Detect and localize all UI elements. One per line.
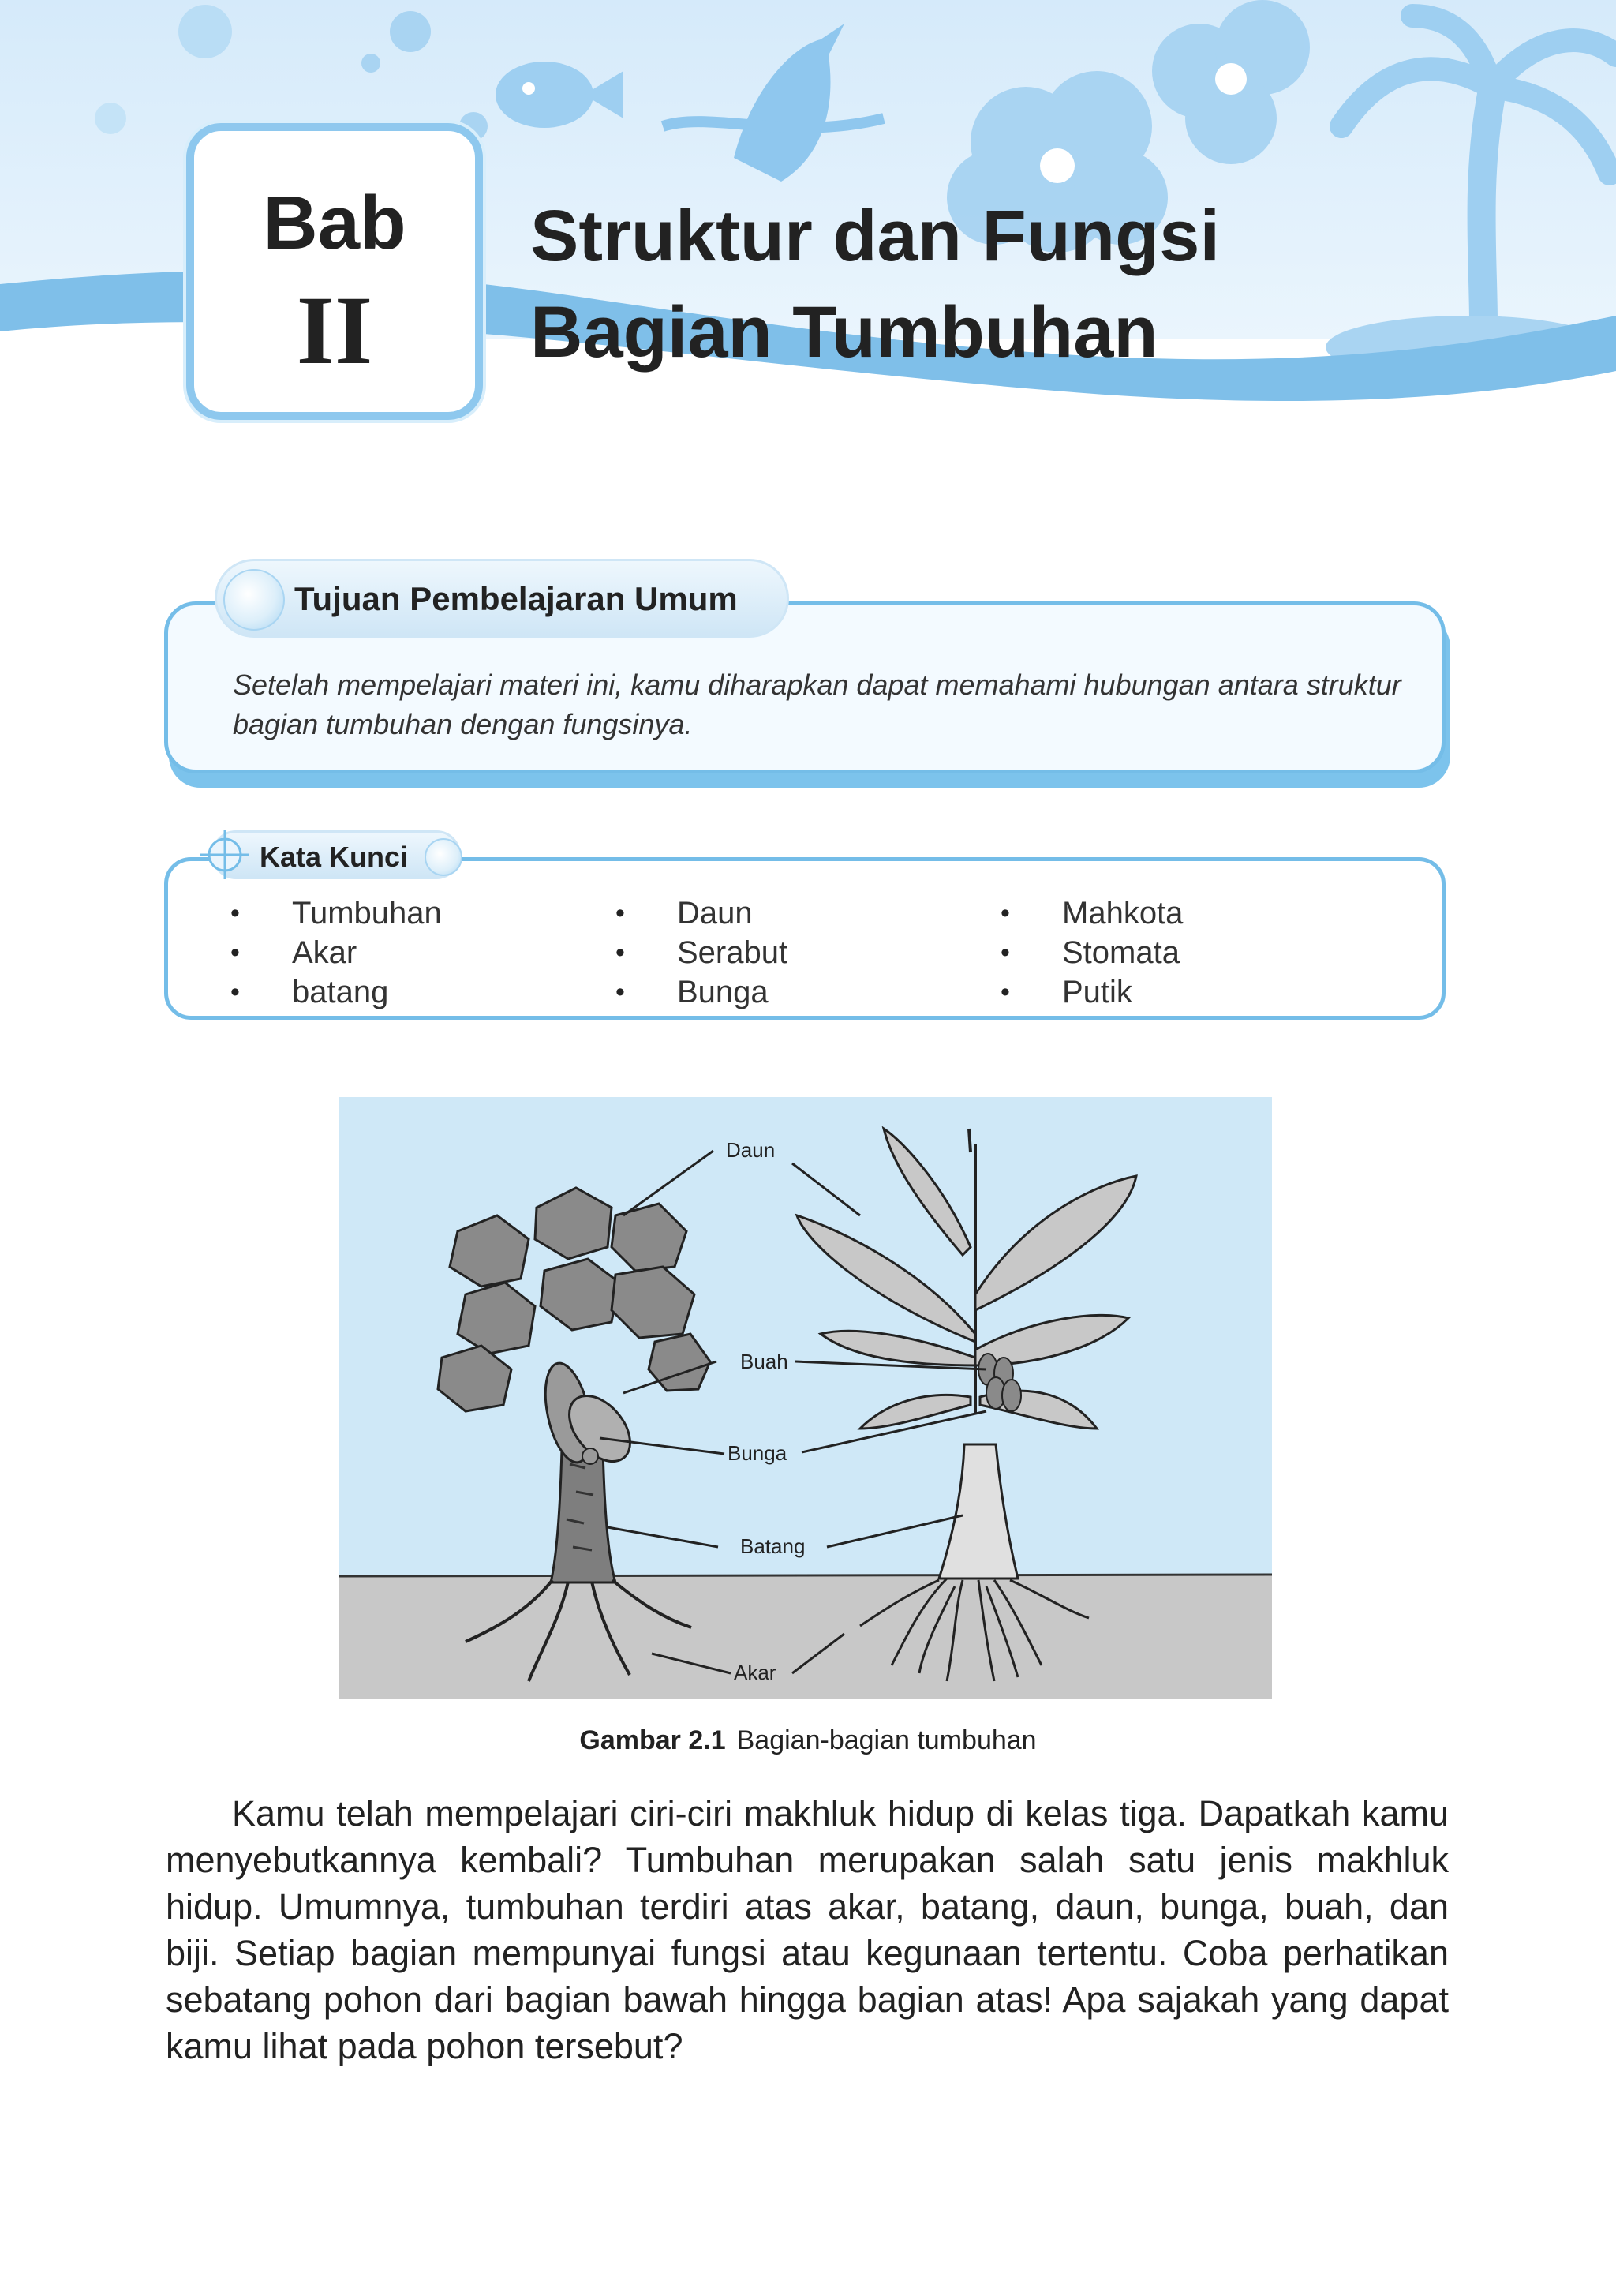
- objective-text: Setelah mempelajari materi ini, kamu diharapkan dapat memahami hubungan antara struktur bagian tumbuhan dengan fungsinya.: [233, 669, 1401, 740]
- keyword-column-1: [230, 893, 442, 1012]
- label-akar: Akar: [734, 1661, 776, 1684]
- objective-heading: Tujuan Pembelajaran Umum: [294, 580, 738, 617]
- figure-caption-number: Gambar 2.1: [579, 1725, 726, 1755]
- keyword-item: • batang: [230, 972, 442, 1012]
- keyword-column-3: [1001, 893, 1183, 1012]
- figure-caption: [0, 1725, 1616, 1756]
- keyword-item: • Serabut: [615, 933, 787, 972]
- body-paragraph: Kamu telah mempelajari ciri-ciri makhluk hidup di kelas tiga. Dapatkah kamu menyebutkannya kembali? Tumbuhan merupakan salah satu jenis makhluk hidup. Umumnya, tumbuhan terdiri atas akar, batang, daun, bunga, buah, dan biji. Setiap bagian mempunyai fungsi atau kegunaan tertentu. Coba perhatikan sebatang pohon dari bagian bawah hingga bagian atas! Apa sajakah yang dapat kamu lihat pada pohon tersebut?: [166, 1793, 1449, 2066]
- label-bunga: Bunga: [728, 1441, 787, 1465]
- keyword-column-2: [615, 893, 787, 1012]
- chapter-number: II: [296, 276, 373, 384]
- keyword-item: • Putik: [1001, 972, 1183, 1012]
- keyword-item: • Mahkota: [1001, 893, 1183, 933]
- figure-caption-text: Bagian-bagian tumbuhan: [736, 1725, 1037, 1755]
- label-buah: Buah: [740, 1350, 788, 1373]
- crosshair-icon: [199, 829, 251, 881]
- keyword-item: • Stomata: [1001, 933, 1183, 972]
- chapter-label: Bab: [263, 181, 406, 265]
- keyword-item: • Daun: [615, 893, 787, 933]
- chapter-number-box: [186, 123, 483, 420]
- chapter-title: [530, 188, 1556, 380]
- plant-parts-figure: [339, 1097, 1272, 1699]
- chapter-title-line-1: Struktur dan Fungsi: [530, 196, 1220, 276]
- chapter-title-line-2: Bagian Tumbuhan: [530, 292, 1158, 373]
- bubble-icon: [223, 569, 285, 631]
- keyword-item: • Akar: [230, 933, 442, 972]
- label-batang: Batang: [740, 1534, 806, 1558]
- keyword-item: • Tumbuhan: [230, 893, 442, 933]
- objective-heading-tab: [215, 559, 789, 638]
- keyword-item: • Bunga: [615, 972, 787, 1012]
- fish-shape: [496, 62, 593, 128]
- bubble-icon: [425, 838, 462, 876]
- keywords-heading: Kata Kunci: [260, 841, 409, 873]
- label-daun: Daun: [726, 1138, 776, 1162]
